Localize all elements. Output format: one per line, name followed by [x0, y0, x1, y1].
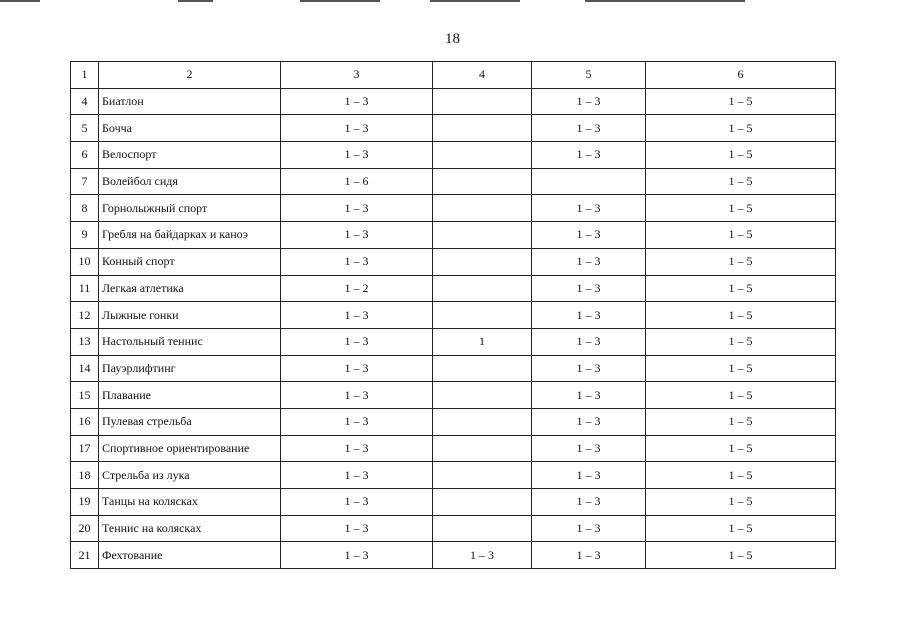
column-5-cell: 1 – 3	[532, 88, 646, 115]
column-3-cell: 1 – 3	[281, 435, 433, 462]
column-3-cell: 1 – 3	[281, 515, 433, 542]
row-number-cell: 13	[71, 328, 99, 355]
column-5-cell: 1 – 3	[532, 328, 646, 355]
column-header-3: 3	[281, 62, 433, 89]
column-3-cell: 1 – 3	[281, 542, 433, 569]
column-5-cell: 1 – 3	[532, 248, 646, 275]
column-4-cell	[433, 489, 532, 516]
column-4-cell	[433, 408, 532, 435]
column-6-cell: 1 – 5	[646, 355, 836, 382]
table-row	[71, 489, 836, 516]
column-4-cell: 1 – 3	[433, 542, 532, 569]
table-row	[71, 248, 836, 275]
scan-edge-line-mid-1	[178, 0, 213, 2]
row-number-cell: 7	[71, 168, 99, 195]
column-6-cell: 1 – 5	[646, 302, 836, 329]
column-5-cell: 1 – 3	[532, 382, 646, 409]
column-4-cell	[433, 88, 532, 115]
column-5-cell: 1 – 3	[532, 355, 646, 382]
column-3-cell: 1 – 3	[281, 489, 433, 516]
sport-name-cell: Волейбол сидя	[99, 168, 281, 195]
page-number: 18	[445, 31, 460, 47]
scan-edge-line-mid-2	[300, 0, 380, 2]
sport-name-cell: Фехтование	[99, 542, 281, 569]
column-6-cell: 1 – 5	[646, 435, 836, 462]
column-5-cell: 1 – 3	[532, 195, 646, 222]
table-row	[71, 88, 836, 115]
column-4-cell	[433, 302, 532, 329]
column-3-cell: 1 – 3	[281, 462, 433, 489]
column-6-cell: 1 – 5	[646, 328, 836, 355]
table-row	[71, 195, 836, 222]
column-5-cell: 1 – 3	[532, 489, 646, 516]
column-5-cell: 1 – 3	[532, 542, 646, 569]
sport-name-cell: Пулевая стрельба	[99, 408, 281, 435]
column-3-cell: 1 – 3	[281, 382, 433, 409]
column-6-cell: 1 – 5	[646, 115, 836, 142]
column-4-cell	[433, 462, 532, 489]
scan-edge-line-right	[585, 0, 745, 2]
row-number-cell: 4	[71, 88, 99, 115]
row-number-cell: 11	[71, 275, 99, 302]
column-3-cell: 1 – 3	[281, 115, 433, 142]
column-4-cell: 1	[433, 328, 532, 355]
row-number-cell: 6	[71, 142, 99, 169]
column-header-5: 5	[532, 62, 646, 89]
column-header-4: 4	[433, 62, 532, 89]
column-4-cell	[433, 382, 532, 409]
row-number-cell: 10	[71, 248, 99, 275]
column-3-cell: 1 – 3	[281, 222, 433, 249]
row-number-cell: 17	[71, 435, 99, 462]
table-row	[71, 462, 836, 489]
column-3-cell: 1 – 3	[281, 195, 433, 222]
sport-name-cell: Гребля на байдарках и каноэ	[99, 222, 281, 249]
column-header-1: 1	[71, 62, 99, 89]
column-3-cell: 1 – 3	[281, 248, 433, 275]
sport-name-cell: Бочча	[99, 115, 281, 142]
row-number-cell: 18	[71, 462, 99, 489]
row-number-cell: 16	[71, 408, 99, 435]
column-6-cell: 1 – 5	[646, 275, 836, 302]
scan-edge-line-mid-3	[430, 0, 520, 2]
sport-name-cell: Конный спорт	[99, 248, 281, 275]
table-row	[71, 302, 836, 329]
table-row	[71, 515, 836, 542]
column-6-cell: 1 – 5	[646, 515, 836, 542]
column-6-cell: 1 – 5	[646, 462, 836, 489]
column-3-cell: 1 – 2	[281, 275, 433, 302]
sport-name-cell: Настольный теннис	[99, 328, 281, 355]
column-4-cell	[433, 142, 532, 169]
row-number-cell: 8	[71, 195, 99, 222]
column-6-cell: 1 – 5	[646, 248, 836, 275]
sport-name-cell: Горнолыжный спорт	[99, 195, 281, 222]
column-5-cell: 1 – 3	[532, 515, 646, 542]
table-row	[71, 435, 836, 462]
column-4-cell	[433, 515, 532, 542]
column-5-cell: 1 – 3	[532, 302, 646, 329]
table-row	[71, 222, 836, 249]
column-4-cell	[433, 248, 532, 275]
column-header-2: 2	[99, 62, 281, 89]
column-4-cell	[433, 275, 532, 302]
column-6-cell: 1 – 5	[646, 168, 836, 195]
table-row	[71, 275, 836, 302]
row-number-cell: 5	[71, 115, 99, 142]
row-number-cell: 20	[71, 515, 99, 542]
sport-name-cell: Танцы на колясках	[99, 489, 281, 516]
column-4-cell	[433, 115, 532, 142]
sport-name-cell: Лыжные гонки	[99, 302, 281, 329]
sport-name-cell: Пауэрлифтинг	[99, 355, 281, 382]
column-4-cell	[433, 222, 532, 249]
sport-name-cell: Спортивное ориентирование	[99, 435, 281, 462]
column-6-cell: 1 – 5	[646, 142, 836, 169]
table-row	[71, 408, 836, 435]
column-5-cell: 1 – 3	[532, 462, 646, 489]
sport-name-cell: Плавание	[99, 382, 281, 409]
sport-name-cell: Легкая атлетика	[99, 275, 281, 302]
column-3-cell: 1 – 3	[281, 302, 433, 329]
table-header-row	[71, 62, 836, 89]
scan-edge-line-left	[0, 0, 40, 2]
column-4-cell	[433, 195, 532, 222]
column-6-cell: 1 – 5	[646, 222, 836, 249]
sports-table	[70, 61, 836, 569]
table-row	[71, 168, 836, 195]
sport-name-cell: Велоспорт	[99, 142, 281, 169]
column-5-cell: 1 – 3	[532, 115, 646, 142]
column-6-cell: 1 – 5	[646, 489, 836, 516]
column-3-cell: 1 – 3	[281, 142, 433, 169]
row-number-cell: 9	[71, 222, 99, 249]
column-6-cell: 1 – 5	[646, 408, 836, 435]
column-4-cell	[433, 168, 532, 195]
row-number-cell: 19	[71, 489, 99, 516]
table-row	[71, 142, 836, 169]
column-4-cell	[433, 435, 532, 462]
table-row	[71, 542, 836, 569]
row-number-cell: 14	[71, 355, 99, 382]
column-5-cell: 1 – 3	[532, 435, 646, 462]
column-5-cell: 1 – 3	[532, 408, 646, 435]
column-5-cell: 1 – 3	[532, 222, 646, 249]
row-number-cell: 15	[71, 382, 99, 409]
column-6-cell: 1 – 5	[646, 195, 836, 222]
column-6-cell: 1 – 5	[646, 542, 836, 569]
table-row	[71, 328, 836, 355]
sport-name-cell: Биатлон	[99, 88, 281, 115]
column-5-cell: 1 – 3	[532, 142, 646, 169]
column-3-cell: 1 – 3	[281, 328, 433, 355]
sport-name-cell: Стрельба из лука	[99, 462, 281, 489]
column-3-cell: 1 – 3	[281, 88, 433, 115]
column-3-cell: 1 – 6	[281, 168, 433, 195]
table-row	[71, 355, 836, 382]
column-3-cell: 1 – 3	[281, 355, 433, 382]
column-5-cell: 1 – 3	[532, 275, 646, 302]
row-number-cell: 21	[71, 542, 99, 569]
table-row	[71, 115, 836, 142]
sport-name-cell: Теннис на колясках	[99, 515, 281, 542]
column-3-cell: 1 – 3	[281, 408, 433, 435]
column-header-6: 6	[646, 62, 836, 89]
column-5-cell	[532, 168, 646, 195]
column-6-cell: 1 – 5	[646, 382, 836, 409]
row-number-cell: 12	[71, 302, 99, 329]
column-6-cell: 1 – 5	[646, 88, 836, 115]
table-row	[71, 382, 836, 409]
table-body	[71, 88, 836, 568]
column-4-cell	[433, 355, 532, 382]
